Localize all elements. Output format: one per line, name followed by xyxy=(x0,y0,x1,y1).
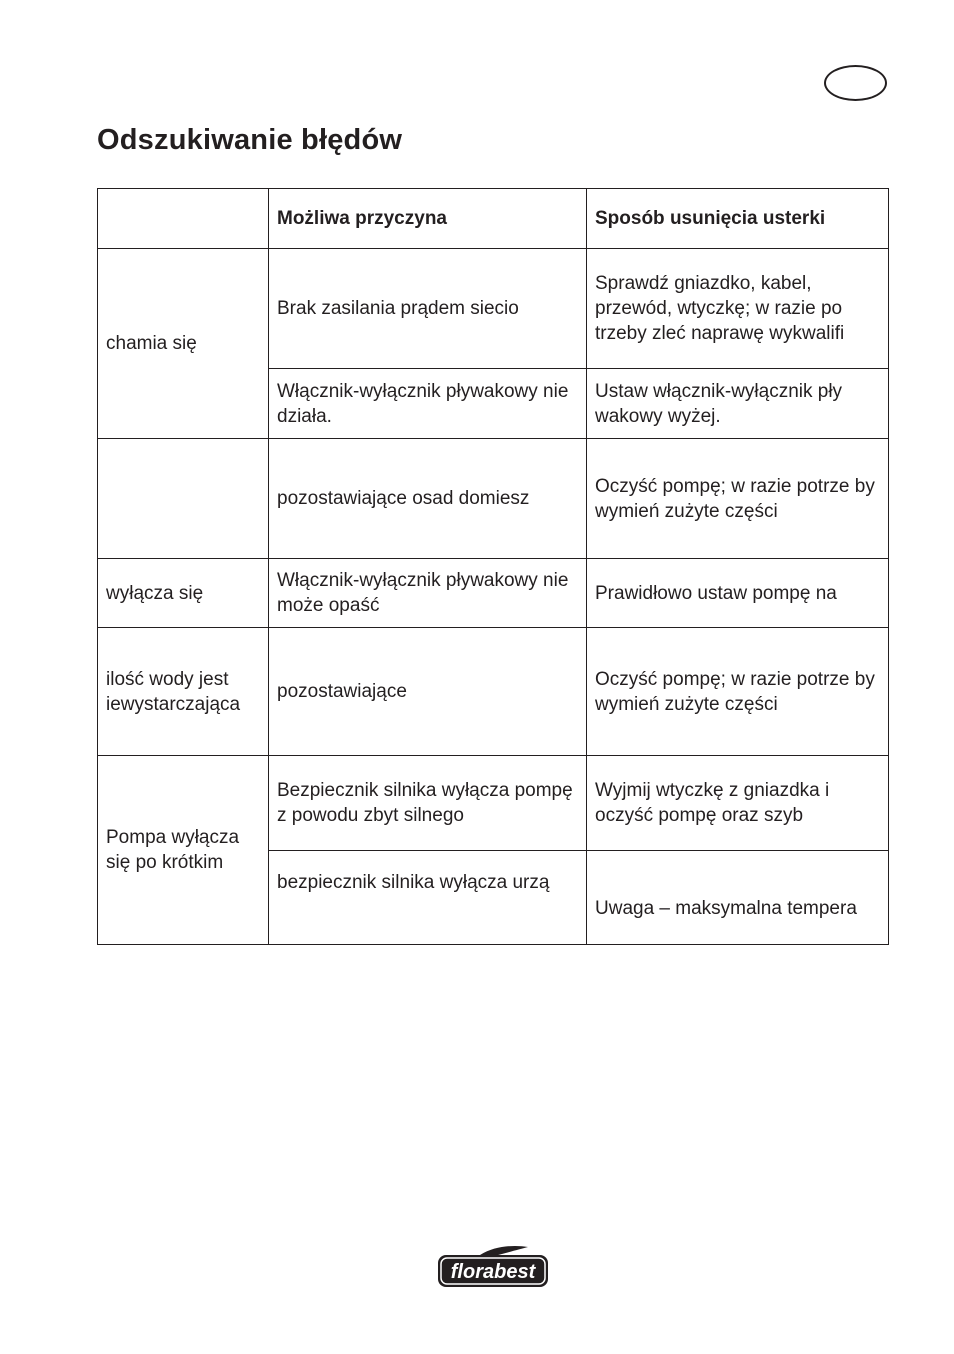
cause-cell xyxy=(269,249,587,369)
problem-text: wyłącza się xyxy=(106,582,204,604)
remedy-cell xyxy=(587,439,889,559)
table-header-row xyxy=(98,189,889,249)
problem-text: ilość wody jest iewystarczająca xyxy=(106,668,241,715)
cause-text: Brak zasilania prądem siecio xyxy=(277,298,519,319)
logo-text: florabest xyxy=(450,1261,536,1283)
table-row xyxy=(98,559,889,628)
logo-graphic xyxy=(436,1243,550,1289)
problem-cell xyxy=(98,249,269,439)
cause-cell xyxy=(269,851,587,945)
remedy-cell xyxy=(587,249,889,369)
cause-text: Bezpiecznik silnika wyłącza pompę z powodu zbyt silnego xyxy=(277,780,573,826)
table-row xyxy=(98,628,889,756)
cause-text: pozostawiające osad domiesz xyxy=(277,488,530,509)
cause-cell xyxy=(269,628,587,756)
table-row xyxy=(98,249,889,369)
remedy-cell xyxy=(587,369,889,439)
remedy-text: Oczyść pompę; w razie potrze by wymień zużyte części xyxy=(595,668,875,715)
cause-text: Włącznik-wyłącznik pływakowy nie działa. xyxy=(277,380,569,427)
remedy-text: Oczyść pompę; w razie potrze by wymień zużyte części xyxy=(595,475,875,522)
leaf-icon xyxy=(480,1246,528,1256)
problem-text: Pompa wyłącza się po krótkim xyxy=(106,827,240,873)
header-cause: Możliwa przyczyna xyxy=(269,189,587,249)
cause-cell xyxy=(269,439,587,559)
troubleshooting-table xyxy=(97,188,889,945)
remedy-cell xyxy=(587,756,889,851)
table-row xyxy=(98,756,889,851)
table-row xyxy=(98,439,889,559)
problem-text: chamia się xyxy=(106,333,197,354)
problem-cell xyxy=(98,559,269,628)
remedy-text: Ustaw włącznik-wyłącznik pły wakowy wyżej. xyxy=(595,380,843,427)
cause-cell xyxy=(269,559,587,628)
cause-text: pozostawiające xyxy=(277,681,407,702)
remedy-cell xyxy=(587,851,889,945)
problem-cell xyxy=(98,439,269,559)
language-badge xyxy=(824,65,887,101)
problem-cell xyxy=(98,756,269,945)
cause-text: Włącznik-wyłącznik pływakowy nie może opaść xyxy=(277,570,569,616)
remedy-text: Sprawdź gniazdko, kabel, przewód, wtyczkę; w razie po trzeby zleć naprawę wykwalifi xyxy=(595,273,845,344)
remedy-cell xyxy=(587,628,889,756)
cause-text: bezpiecznik silnika wyłącza urzą xyxy=(277,872,550,893)
remedy-text: Wyjmij wtyczkę z gniazdka i oczyść pompę oraz szyb xyxy=(595,780,830,826)
page-title: Odszukiwanie błędów xyxy=(97,124,403,156)
cause-cell xyxy=(269,756,587,851)
cause-cell xyxy=(269,369,587,439)
header-remedy: Sposób usunięcia usterki xyxy=(587,189,889,249)
remedy-text: Prawidłowo ustaw pompę na xyxy=(595,582,837,604)
problem-cell xyxy=(98,628,269,756)
header-problem xyxy=(98,189,269,249)
remedy-cell xyxy=(587,559,889,628)
florabest-logo xyxy=(436,1243,550,1294)
remedy-text: Uwaga – maksymalna tempera xyxy=(595,898,857,919)
